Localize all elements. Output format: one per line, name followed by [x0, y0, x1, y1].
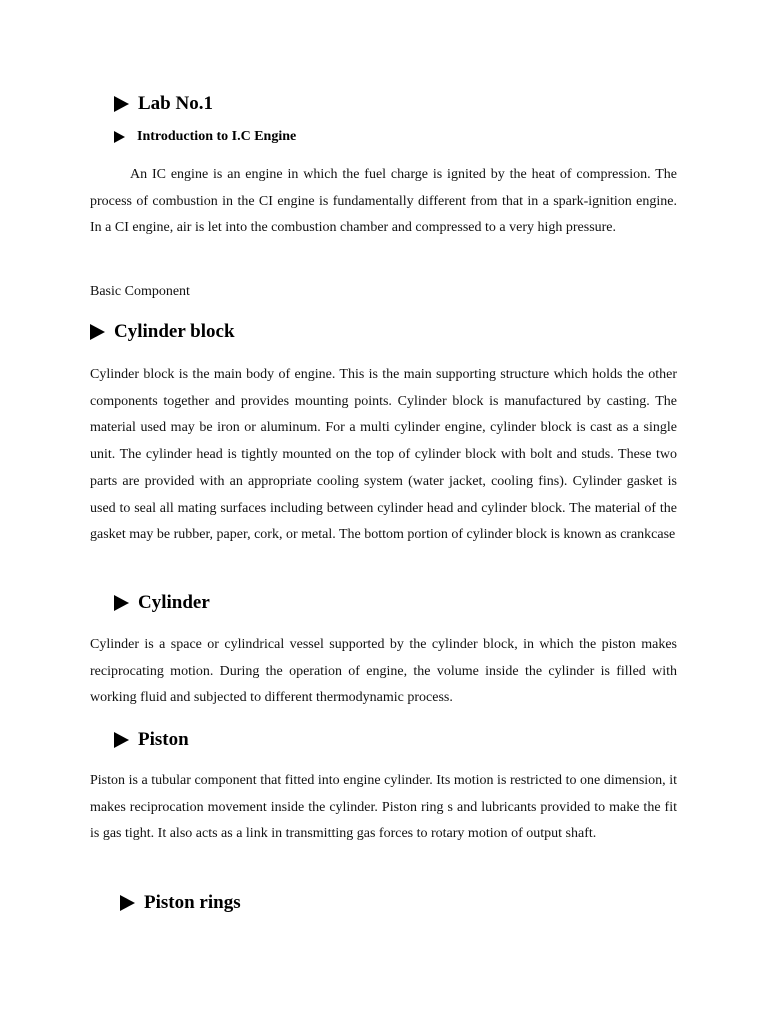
section-title: Cylinder block	[114, 321, 235, 342]
arrow-bullet-icon	[114, 595, 129, 611]
lab-title	[114, 93, 213, 115]
arrow-bullet-icon	[90, 324, 105, 340]
arrow-bullet-icon	[120, 895, 135, 911]
intro-title	[114, 129, 296, 145]
intro-title-text: Introduction to I.C Engine	[137, 129, 297, 144]
basic-component-label: Basic Component	[90, 284, 190, 299]
section-title: Cylinder	[138, 592, 210, 613]
section-heading-cylinder	[114, 592, 210, 614]
arrow-bullet-icon	[114, 131, 125, 143]
section-body-cylinder-block: Cylinder block is the main body of engine. This is the main supporting structure which holds the other components together and provides mounting points. Cylinder block is manufactured by casting. The material used may be iron or aluminum. For a multi cylinder engine, cylinder block is cast as a single unit. The cylinder head is tightly mounted on the top of cylinder block with bolt and studs. These two parts are provided with an appropriate cooling system (water jacket, cooling fins). Cylinder gasket is used to seal all mating surfaces including between cylinder head and cylinder block. The material of the gasket may be rubber, paper, cork, or metal. The bottom portion of cylinder block is known as crankcase	[90, 367, 677, 543]
section-body-piston: Piston is a tubular component that fitted into engine cylinder. Its motion is restricted to one dimension, it makes reciprocation movement inside the cylinder. Piston ring s and lubricants provided to make the fit is gas tight. It also acts as a link in transmitting gas forces to rotary motion of output shaft.	[90, 773, 677, 842]
section-title: Piston	[138, 729, 189, 750]
section-heading-piston	[114, 729, 189, 751]
section-heading-piston-rings	[120, 892, 241, 914]
arrow-bullet-icon	[114, 96, 129, 112]
intro-paragraph: An IC engine is an engine in which the fuel charge is ignited by the heat of compression. The process of combustion in the CI engine is fundamentally different from that in a spark-ignition engine. In a CI engine, air is let into the combustion chamber and compressed to a very high pressure.	[90, 167, 677, 236]
section-heading-cylinder-block	[90, 321, 235, 343]
section-body-cylinder: Cylinder is a space or cylindrical vessel supported by the cylinder block, in which the piston makes reciprocating motion. During the operation of engine, the volume inside the cylinder is filled with working fluid and subjected to different thermodynamic process.	[90, 637, 677, 706]
section-title: Piston rings	[144, 892, 241, 913]
lab-title-text: Lab No.1	[138, 93, 213, 114]
arrow-bullet-icon	[114, 732, 129, 748]
